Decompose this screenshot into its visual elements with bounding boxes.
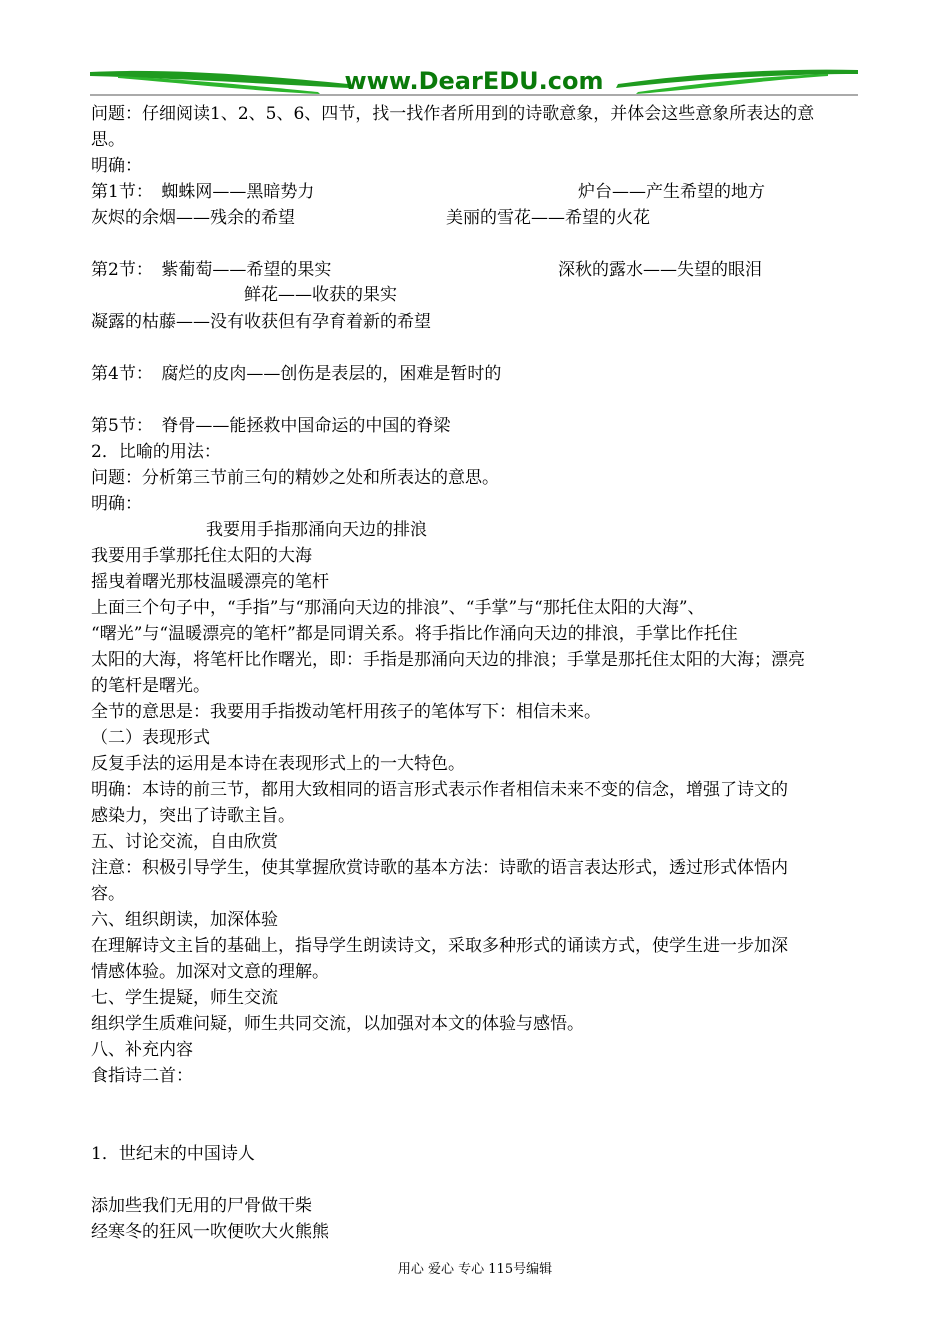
text-line: （二）表现形式 bbox=[91, 728, 210, 748]
text-line: 鲜花——收获的果实 bbox=[244, 285, 397, 305]
text-line: 凝露的枯藤——没有收获但有孕育着新的希望 bbox=[91, 312, 431, 332]
text-line: 美丽的雪花——希望的火花 bbox=[446, 208, 650, 228]
text-line: 摇曳着曙光那枝温暖漂亮的笔杆 bbox=[91, 572, 329, 592]
text-line: “曙光”与“温暖漂亮的笔杆”都是同谓关系。将手指比作涌向天边的排浪，手掌比作托住 bbox=[91, 624, 738, 644]
page-header bbox=[88, 62, 860, 96]
text-line: 第1节： 蜘蛛网——黑暗势力 bbox=[91, 182, 315, 202]
text-line: 思。 bbox=[91, 130, 125, 150]
text-line: 灰烬的余烟——残余的希望 bbox=[91, 208, 295, 228]
text-line: 问题：分析第三节前三句的精妙之处和所表达的意思。 bbox=[91, 468, 499, 488]
text-line: 容。 bbox=[91, 884, 125, 904]
text-line: 八、补充内容 bbox=[91, 1040, 193, 1060]
text-line: 食指诗二首： bbox=[91, 1066, 193, 1086]
text-line: 2．比喻的用法： bbox=[91, 442, 221, 462]
text-line: 第4节： 腐烂的皮肉——创伤是表层的，困难是暂时的 bbox=[91, 364, 502, 384]
text-line: 感染力，突出了诗歌主旨。 bbox=[91, 806, 295, 826]
text-line: 注意：积极引导学生，使其掌握欣赏诗歌的基本方法：诗歌的语言表达形式，透过形式体悟内 bbox=[91, 858, 788, 878]
text-line: 1．世纪末的中国诗人 bbox=[91, 1144, 255, 1164]
deareedu-logo bbox=[88, 62, 860, 96]
text-line: 上面三个句子中，“手指”与“那涌向天边的排浪”、“手掌”与“那托住太阳的大海”、 bbox=[91, 598, 705, 618]
text-line: 问题：仔细阅读1、2、5、6、四节，找一找作者所用到的诗歌意象，并体会这些意象所表达的意 bbox=[91, 104, 815, 124]
page-footer: 用心 爱心 专心 115号编辑 bbox=[397, 1262, 553, 1277]
text-line: 明确： bbox=[91, 156, 142, 176]
text-line: 炉台——产生希望的地方 bbox=[578, 182, 765, 202]
text-line: 组织学生质难问疑，师生共同交流，以加强对本文的体验与感悟。 bbox=[91, 1014, 584, 1034]
text-line: 添加些我们无用的尸骨做干柴 bbox=[91, 1196, 312, 1216]
text-line: 全节的意思是：我要用手指拨动笔杆用孩子的笔体写下：相信未来。 bbox=[91, 702, 601, 722]
text-line: 经寒冬的狂风一吹便吹大火熊熊 bbox=[91, 1222, 329, 1242]
text-line: 反复手法的运用是本诗在表现形式上的一大特色。 bbox=[91, 754, 465, 774]
text-line: 深秋的露水——失望的眼泪 bbox=[558, 260, 762, 280]
text-line: 我要用手掌那托住太阳的大海 bbox=[91, 546, 312, 566]
text-line: 情感体验。加深对文意的理解。 bbox=[91, 962, 329, 982]
text-line: 明确：本诗的前三节，都用大致相同的语言形式表示作者相信未来不变的信念，增强了诗文的 bbox=[91, 780, 788, 800]
text-line: 第5节： 脊骨——能拯救中国命运的中国的脊梁 bbox=[91, 416, 451, 436]
text-line: 六、组织朗读，加深体验 bbox=[91, 910, 278, 930]
text-line: 七、学生提疑，师生交流 bbox=[91, 988, 278, 1008]
text-line: 第2节： 紫葡萄——希望的果实 bbox=[91, 260, 332, 280]
logo-text: www.DearEDU.com bbox=[344, 67, 604, 95]
text-line: 五、讨论交流，自由欣赏 bbox=[91, 832, 278, 852]
text-line: 明确： bbox=[91, 494, 142, 514]
text-line: 太阳的大海，将笔杆比作曙光，即：手指是那涌向天边的排浪；手掌是那托住太阳的大海；漂亮 bbox=[91, 650, 805, 670]
text-line: 的笔杆是曙光。 bbox=[91, 676, 210, 696]
text-line: 在理解诗文主旨的基础上，指导学生朗读诗文，采取多种形式的诵读方式，使学生进一步加深 bbox=[91, 936, 788, 956]
text-line: 我要用手指那涌向天边的排浪 bbox=[206, 520, 427, 540]
